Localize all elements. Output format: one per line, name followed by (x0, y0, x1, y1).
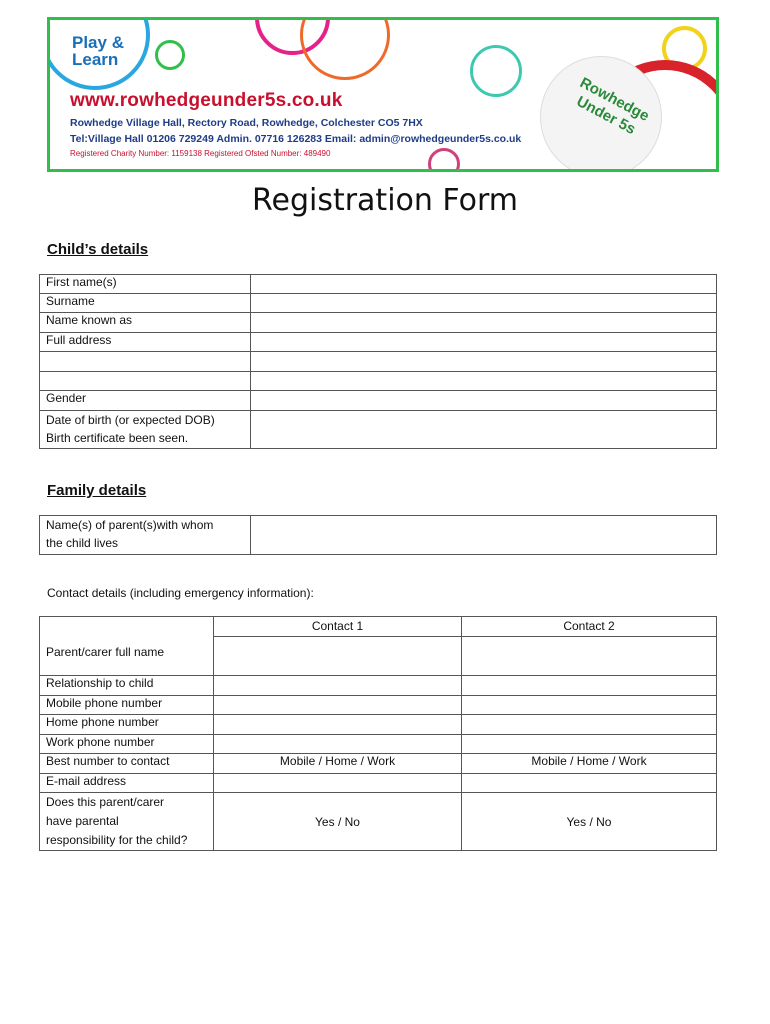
play-learn-logo (72, 34, 124, 68)
dob-label-line2: Birth certificate been seen. (46, 431, 189, 445)
parents-field[interactable] (251, 516, 717, 555)
contact2-name-field[interactable] (462, 637, 716, 675)
date-of-birth-field[interactable] (251, 411, 717, 449)
contact2-responsibility-yes-no[interactable]: Yes / No (462, 793, 717, 851)
label-date-of-birth (40, 411, 251, 449)
label-gender: Gender (40, 391, 251, 411)
label-full-address: Full address (40, 333, 251, 352)
parents-label-line1: Name(s) of parent(s)with whom (46, 518, 214, 532)
contact2-email-field[interactable] (462, 774, 717, 793)
label-mobile-phone: Mobile phone number (40, 696, 214, 715)
contact1-mobile-field[interactable] (214, 696, 462, 715)
address-label-blank-1 (40, 352, 251, 372)
contact1-name-cell (214, 617, 462, 676)
responsibility-line3: responsibility for the child? (46, 833, 188, 847)
label-name-known-as: Name known as (40, 313, 251, 333)
contact2-mobile-field[interactable] (462, 696, 717, 715)
contact2-name-cell (462, 617, 717, 676)
dob-label-line1: Date of birth (or expected DOB) (46, 413, 215, 427)
family-details-table (39, 515, 717, 555)
label-parents (40, 516, 251, 555)
contact2-header: Contact 2 (462, 617, 716, 637)
contact2-relationship-field[interactable] (462, 676, 717, 696)
surname-field[interactable] (251, 294, 717, 313)
parents-label-line2: the child lives (46, 536, 119, 550)
page-title: Registration Form (251, 183, 518, 218)
label-surname: Surname (40, 294, 251, 313)
contact2-best-number-options[interactable]: Mobile / Home / Work (462, 754, 717, 774)
decorative-ring-pink (428, 148, 460, 172)
child-details-heading: Child’s details (47, 241, 149, 258)
contact2-home-field[interactable] (462, 715, 717, 735)
contact1-header: Contact 1 (214, 617, 461, 637)
name-known-as-field[interactable] (251, 313, 717, 333)
contact-details-intro: Contact details (including emergency information): (47, 586, 314, 600)
play-learn-line2: Learn (72, 50, 119, 69)
label-parent-carer-name: Parent/carer full name (40, 617, 214, 676)
contact-line: Tel:Village Hall 01206 729249 Admin. 07716 126283 Email: admin@rowhedgeunder5s.co.uk (70, 133, 522, 145)
label-relationship: Relationship to child (40, 676, 214, 696)
play-learn-line1: Play & (72, 33, 124, 52)
registration-line: Registered Charity Number: 1159138 Registered Ofsted Number: 489490 (70, 149, 331, 158)
gender-field[interactable] (251, 391, 717, 411)
header-banner (47, 17, 719, 172)
label-email: E-mail address (40, 774, 214, 793)
responsibility-line2: have parental (46, 814, 119, 828)
label-home-phone: Home phone number (40, 715, 214, 735)
first-name-field[interactable] (251, 275, 717, 294)
website-url: www.rowhedgeunder5s.co.uk (70, 90, 343, 111)
address-field-2[interactable] (251, 352, 717, 372)
address-line: Rowhedge Village Hall, Rectory Road, Rowhedge, Colchester CO5 7HX (70, 117, 423, 129)
address-field-1[interactable] (251, 333, 717, 352)
child-details-table (39, 274, 717, 449)
decorative-ring-orange (300, 17, 390, 80)
contact-details-table (39, 616, 717, 851)
contact1-work-field[interactable] (214, 735, 462, 754)
contact1-best-number-options[interactable]: Mobile / Home / Work (214, 754, 462, 774)
contact1-email-field[interactable] (214, 774, 462, 793)
family-details-heading: Family details (47, 482, 147, 499)
contact2-work-field[interactable] (462, 735, 717, 754)
address-label-blank-2 (40, 372, 251, 391)
contact1-relationship-field[interactable] (214, 676, 462, 696)
decorative-ring-teal (470, 45, 522, 97)
label-work-phone: Work phone number (40, 735, 214, 754)
label-parental-responsibility (40, 793, 214, 851)
address-field-3[interactable] (251, 372, 717, 391)
label-best-number: Best number to contact (40, 754, 214, 774)
decorative-ring-green (155, 40, 185, 70)
contact1-name-field[interactable] (214, 637, 461, 675)
label-first-name: First name(s) (40, 275, 251, 294)
responsibility-line1: Does this parent/carer (46, 795, 165, 809)
logo-text: Rowhedge Under 5s (573, 74, 652, 139)
contact1-home-field[interactable] (214, 715, 462, 735)
contact1-responsibility-yes-no[interactable]: Yes / No (214, 793, 462, 851)
